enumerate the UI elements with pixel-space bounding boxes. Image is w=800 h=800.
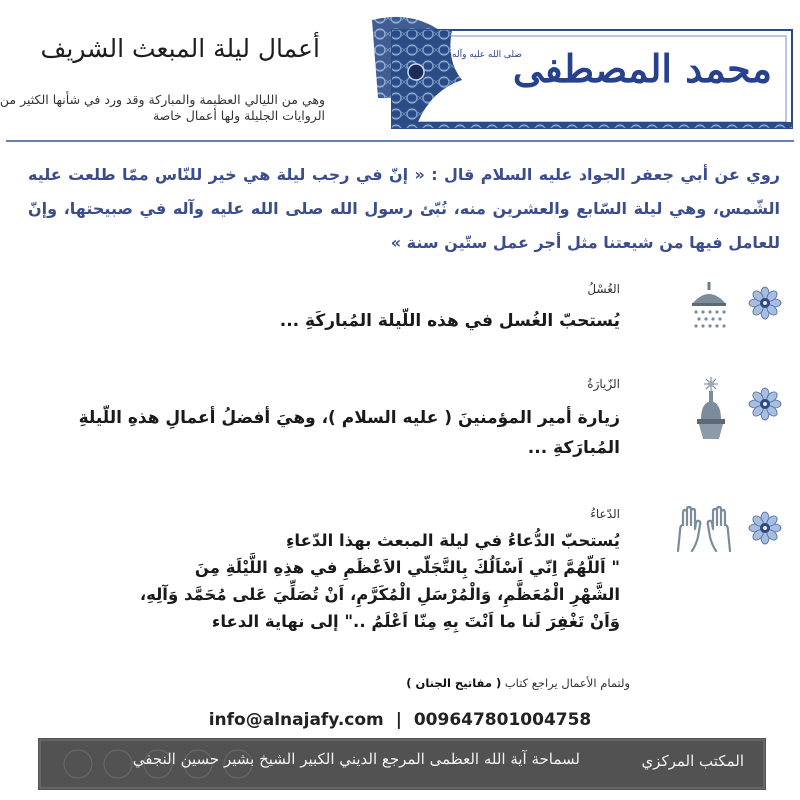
banner-honorific: صلى الله عليه وآله [452,50,523,60]
shrine-icon [688,375,734,441]
shower-icon [684,280,734,330]
intro-narration: روي عن أبي جعفر الجواد عليه السلام قال : « إنّ في رجب ليلة هي خير للنّاس ممّا طلعت عليه الشّمس، وهي ليلة السّابع والعشرين منه، نُبّئ رسول الله صلى الله عليه وآله في صبيحتها، وإنّ للعامل فيها من شيعتنا مثل أجر عمل ستّين سنة » [28,165,780,252]
section-body: يُستحبّ الغُسل في هذه اللّيلة المُباركَةِ ... [279,311,620,331]
contact-separator: | [395,710,402,730]
section-ziyara [22,375,782,470]
page-subtitle: وهي من الليالي العظيمة والمباركة وقد ورد في شأنها الكثير من الروايات الجليلة ولها أعمال خاصة [0,92,325,123]
banner-title: محمد المصطفى [512,46,772,91]
footnote-text: ولتمام الأعمال يراجع كتاب [504,676,630,690]
rosette-icon [748,286,782,320]
page-title: أعمال ليلة المبعث الشريف [40,34,320,63]
section-body [14,527,620,635]
footnote-book: ( مفاتيح الجنان ) [406,676,502,690]
contact-line [0,710,800,730]
rosette-icon [748,511,782,545]
praying-hands-icon [674,505,734,553]
footer-office: المكتب المركزي [641,752,744,770]
section-heading: الزّيارَةُ [587,377,620,391]
footnote [406,676,630,690]
dua-line: " اَللّهُمَّ اِنّي اَسْاَلُكَ بِالتَّجَلّي الاَعْظَمِ في هذِهِ اللَّيْلَةِ مِنَ [194,558,620,577]
section-heading: الغُسْلُ [587,282,620,296]
banner [372,10,800,135]
dua-line: وَاَنْ تَغْفِرَ لَنا ما اَنْتَ بِهِ مِنّا اَعْلَمُ .." إلى نهاية الدعاء [211,612,620,631]
footer-banner [38,738,766,790]
dua-line: الشَّهْرِ الْمُعَظَّمِ، وَالْمُرْسَلِ الْمُكَرَّمِ، اَنْ تُصَلِّيَ عَلى مُحَمَّد وَآلِهِ، [139,585,620,604]
contact-phone[interactable]: 009647801004758 [413,710,592,730]
contact-email[interactable]: info@alnajafy.com [208,710,384,730]
header-info [0,10,370,130]
section-heading: الدّعاءُ [590,507,620,521]
section-ghusl [22,280,782,350]
section-dua [22,505,782,655]
header-divider [6,140,794,142]
rosette-icon [748,387,782,421]
header [0,0,800,140]
section-body: زيارة أمير المؤمنينَ ( عليه السلام )، وهيَ أفضلُ أعمالِ هذهِ اللّيلةِ المُبارَكةِ ... [78,408,620,458]
footer-authority: لسماحة آية الله العظمى المرجع الديني الكبير الشيخ بشير حسين النجفي [132,750,580,768]
dua-intro: يُستحبّ الدُّعاءُ في ليلة المبعث بهذا الدّعاءِ [286,531,620,550]
